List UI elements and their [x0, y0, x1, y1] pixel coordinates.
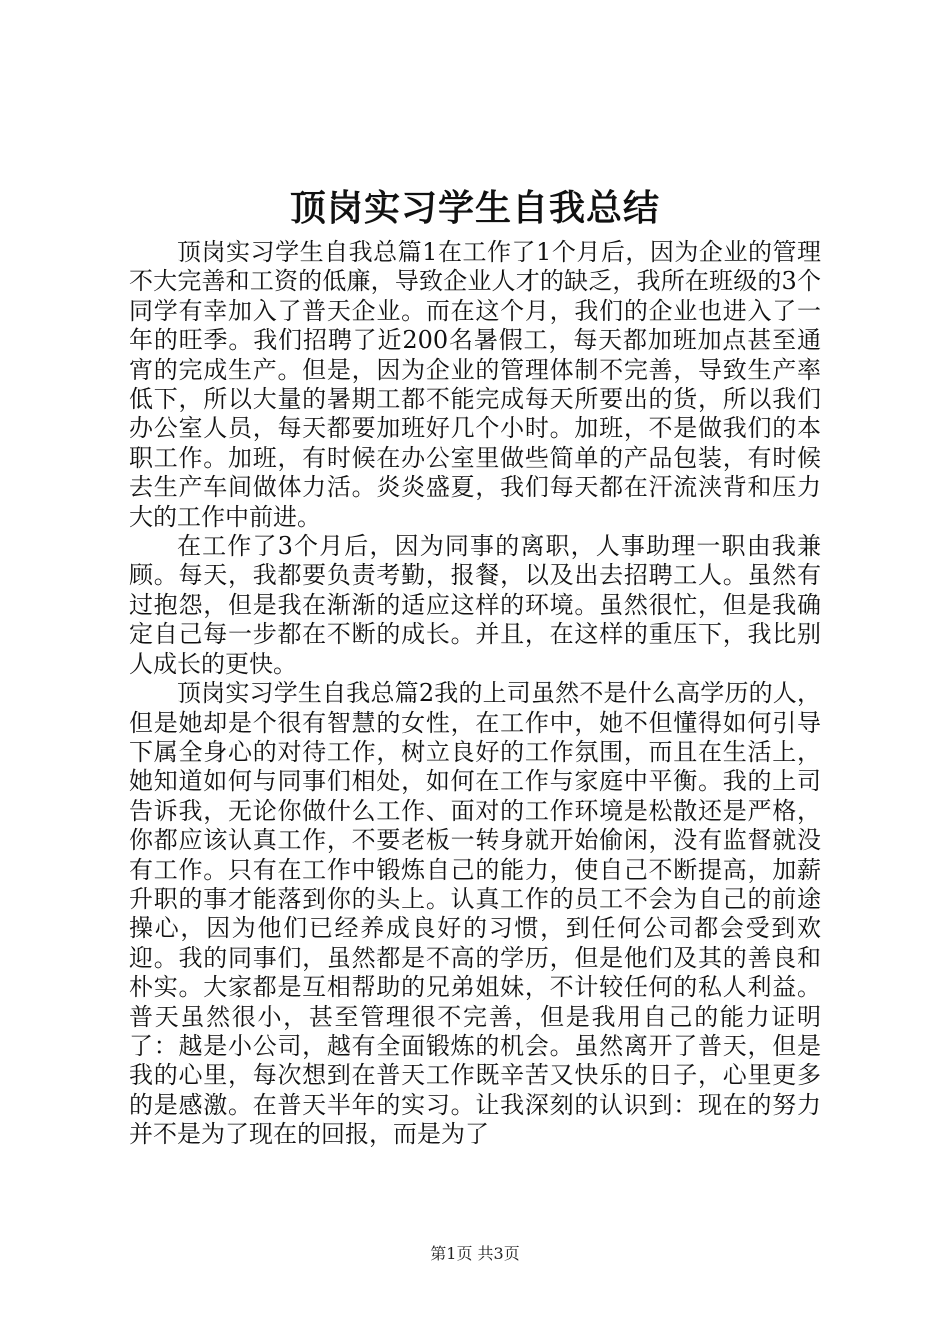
paragraph-2: 在工作了3个月后，因为同事的离职，人事助理一职由我兼顾。每天，我都要负责考勤，报餐，以及出去招聘工人。虽然有过抱怨，但是我在渐渐的适应这样的环境。虽然很忙，但是我确定自己每一步都在不断的成长。并且，在这样的重压下，我比别人成长的更快。	[129, 532, 821, 678]
document-title: 顶岗实习学生自我总结	[289, 187, 660, 229]
paragraph-1: 顶岗实习学生自我总篇1在工作了1个月后，因为企业的管理不大完善和工资的低廉，导致企业人才的缺乏，我所在班级的3个同学有幸加入了普天企业。而在这个月，我们的企业也进入了一年的旺季。我们招聘了近200名暑假工，每天都加班加点甚至通宵的完成生产。但是，因为企业的管理体制不完善，导致生产率低下，所以大量的暑期工都不能完成每天所要出的货，所以我们办公室人员，每天都要加班好几个小时。加班，不是做我们的本职工作。加班，有时候在办公室里做些简单的产品包装，有时候去生产车间做体力活。炎炎盛夏，我们每天都在汗流浃背和压力大的工作中前进。	[129, 238, 821, 531]
paragraph-3: 顶岗实习学生自我总篇2我的上司虽然不是什么高学历的人，但是她却是个很有智慧的女性，在工作中，她不但懂得如何引导下属全身心的对待工作，树立良好的工作氛围，而且在生活上，她知道如何与同事们相处，如何在工作与家庭中平衡。我的上司告诉我，无论你做什么工作、面对的工作环境是松散还是严格，你都应该认真工作，不要老板一转身就开始偷闲，没有监督就没有工作。只有在工作中锻炼自己的能力，使自己不断提高，加薪升职的事才能落到你的头上。认真工作的员工不会为自己的前途操心，因为他们已经养成良好的习惯，到任何公司都会受到欢迎。我的同事们，虽然都是不高的学历，但是他们及其的善良和朴实。大家都是互相帮助的兄弟姐妹，不计较任何的私人利益。普天虽然很小，甚至管理很不完善，但是我用自己的能力证明了：越是小公司，越有全面锻炼的机会。虽然离开了普天，但是我的心里，每次想到在普天工作既辛苦又快乐的日子，心里更多的是感激。在普天半年的实习。让我深刻的认识到：现在的努力并不是为了现在的回报，而是为了	[129, 679, 821, 1149]
page-number-footer: 第1页 共3页	[430, 1244, 520, 1263]
document-body	[129, 238, 821, 1150]
